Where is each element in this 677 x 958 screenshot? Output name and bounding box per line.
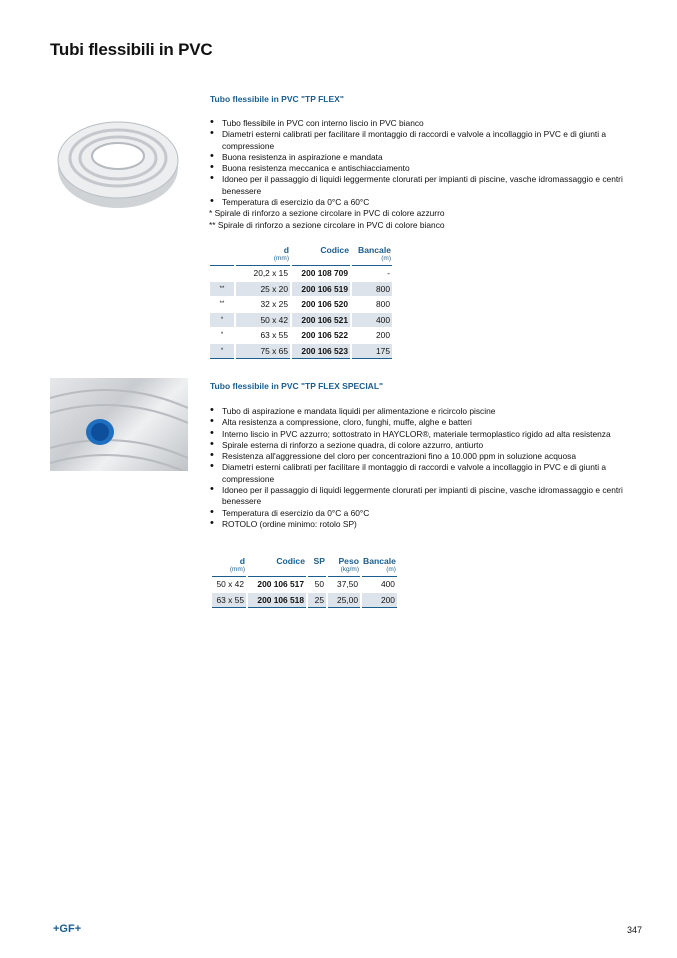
product-subtitle: Tubo flessibile in PVC "TP FLEX SPECIAL" [210, 381, 384, 391]
table-cell: 20,2 x 15 [236, 266, 290, 282]
col-header: d [239, 556, 245, 566]
coiled-hose-image [55, 108, 181, 212]
feature-item: • Temperatura di esercizio da 0°C a 60°C [210, 197, 650, 208]
feature-item: • Tubo di aspirazione e mandata liquidi per alimentazione e ricircolo piscine [210, 406, 650, 417]
page-number: 347 [627, 925, 643, 935]
feature-item: • Spirale esterna di rinforzo a sezione quadra, di colore azzurro, antiurto [210, 440, 650, 451]
table-cell: * [210, 328, 234, 344]
unit: (m) [362, 566, 397, 577]
note: ** Spirale di rinforzo a sezione circolare in PVC di colore bianco [209, 219, 445, 230]
table-cell: 200 106 517 [248, 577, 306, 593]
table-cell: 200 108 709 [292, 266, 350, 282]
table-cell: 63 x 55 [212, 593, 246, 609]
table-row [210, 344, 392, 360]
feature-item: • ROTOLO (ordine minimo: rotolo SP) [210, 519, 650, 530]
table-cell: 200 106 520 [292, 297, 350, 313]
feature-list [210, 118, 650, 231]
table-cell: 200 106 521 [292, 313, 350, 329]
table-cell: 50 [308, 577, 326, 593]
table-cell: 50 x 42 [236, 313, 290, 329]
table-row [210, 282, 392, 298]
gf-logo: +GF+ [53, 923, 82, 935]
product-subtitle: Tubo flessibile in PVC "TP FLEX" [210, 94, 344, 104]
table-cell: 63 x 55 [236, 328, 290, 344]
table-row [210, 266, 392, 282]
table-cell: 400 [352, 313, 392, 329]
feature-item: • Buona resistenza in aspirazione e mandata [210, 152, 650, 163]
page-title: Tubi flessibili in PVC [50, 40, 213, 59]
table-cell: * [210, 344, 234, 360]
table-cell: - [352, 266, 392, 282]
unit: (mm) [236, 255, 290, 266]
table-row [212, 593, 397, 609]
table-cell: 75 x 65 [236, 344, 290, 360]
table-cell: 175 [352, 344, 392, 360]
feature-list [210, 406, 650, 530]
table-row [210, 297, 392, 313]
feature-item: • Diametri esterni calibrati per facilitare il montaggio di raccordi e valvole a incollaggio in PVC e di giunti a compressione [210, 129, 650, 152]
table-row [210, 313, 392, 329]
unit: (m) [352, 255, 392, 266]
table-cell: 25 [308, 593, 326, 609]
table-cell: ** [210, 282, 234, 298]
special-hose-image [50, 378, 188, 471]
note: * Spirale di rinforzo a sezione circolare in PVC di colore azzurro [209, 208, 445, 219]
feature-item: • Alta resistenza a compressione, cloro, funghi, muffe, alghe e batteri [210, 417, 650, 428]
table-cell: 37,50 [328, 577, 360, 593]
feature-item: • Interno liscio in PVC azzurro; sottostrato in HAYCLOR®, materiale termoplastico rigido ad alta resistenza [210, 429, 650, 440]
table-cell: 50 x 42 [212, 577, 246, 593]
col-header: Bancale [358, 245, 391, 255]
feature-item: • Diametri esterni calibrati per facilitare il montaggio di raccordi e valvole a incollaggio in PVC e di giunti a compressione [210, 462, 650, 485]
feature-item: • Idoneo per il passaggio di liquidi leggermente clorurati per impianti di piscine, vasche idromassaggio e centri benessere [210, 174, 650, 197]
table-cell: 32 x 25 [236, 297, 290, 313]
col-header: Codice [276, 556, 305, 566]
table-cell [210, 266, 234, 282]
table-cell: 25 x 20 [236, 282, 290, 298]
feature-item: • Buona resistenza meccanica e antischiacciamento [210, 163, 650, 174]
table-cell: 25,00 [328, 593, 360, 609]
feature-item: • Tubo flessibile in PVC con interno liscio in PVC bianco [210, 118, 650, 129]
table-cell: 200 [352, 328, 392, 344]
col-header: d [283, 245, 289, 255]
table-row [212, 577, 397, 593]
table-cell: 800 [352, 297, 392, 313]
table-cell: * [210, 313, 234, 329]
feature-item: • Resistenza all'aggressione del cloro per concentrazioni fino a 10.000 ppm in soluzione acquosa [210, 451, 650, 462]
unit: (mm) [212, 566, 246, 577]
table-cell: 200 106 518 [248, 593, 306, 609]
feature-item: • Temperatura di esercizio da 0°C a 60°C [210, 508, 650, 519]
col-header: Bancale [363, 556, 396, 566]
table-cell: 400 [362, 577, 397, 593]
table-cell: 800 [352, 282, 392, 298]
table-cell: ** [210, 297, 234, 313]
unit: (kg/m) [328, 566, 360, 577]
table-cell: 200 106 519 [292, 282, 350, 298]
col-header: Peso [338, 556, 359, 566]
col-header: Codice [320, 245, 349, 255]
table-cell: 200 [362, 593, 397, 609]
feature-item: • Idoneo per il passaggio di liquidi leggermente clorurati per impianti di piscine, vasche idromassaggio e centri benessere [210, 485, 650, 508]
table-cell: 200 106 523 [292, 344, 350, 360]
table-cell: 200 106 522 [292, 328, 350, 344]
col-header: SP [313, 556, 325, 566]
product-table [208, 245, 394, 359]
table-row [210, 328, 392, 344]
product-table [210, 556, 399, 608]
